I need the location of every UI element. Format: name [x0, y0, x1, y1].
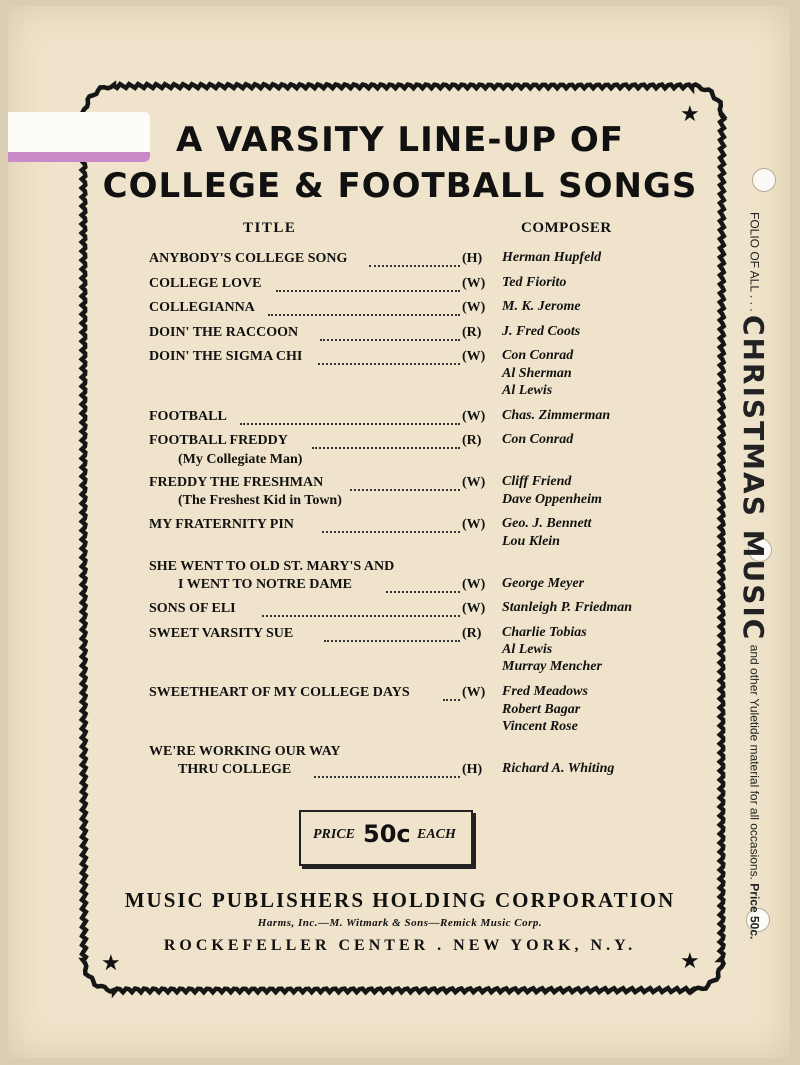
song-publisher: (W) — [462, 475, 486, 490]
dot-leader — [318, 362, 460, 365]
song-composer: Cliff Friend — [502, 474, 572, 489]
song-publisher: (R) — [462, 325, 482, 340]
song-subtitle: (The Freshest Kid in Town) — [178, 493, 342, 508]
song-title: DOIN' THE RACCOON — [149, 325, 299, 340]
dot-leader — [314, 775, 460, 778]
song-publisher: (H) — [462, 251, 483, 266]
spine-suffix: and other Yuletide material for all occasions. — [747, 644, 762, 880]
song-composer: Chas. Zimmerman — [502, 408, 611, 423]
song-title: SWEETHEART OF MY COLLEGE DAYS — [149, 685, 410, 700]
dot-leader — [268, 313, 460, 316]
publisher-name: MUSIC PUBLISHERS HOLDING CORPORATION — [124, 888, 676, 912]
song-composer: George Meyer — [502, 576, 585, 591]
song-title: FREDDY THE FRESHMAN — [149, 475, 324, 490]
song-publisher: (H) — [462, 762, 483, 777]
song-title: DOIN' THE SIGMA CHI — [149, 349, 303, 364]
spine-prefix: FOLIO OF ALL . . . — [747, 212, 762, 312]
song-composer: Ted Fiorito — [502, 275, 567, 290]
song-publisher: (R) — [462, 626, 482, 641]
publisher-address: ROCKEFELLER CENTER . NEW YORK, N.Y. — [163, 937, 637, 954]
song-composer: Al Sherman — [502, 366, 572, 381]
song-title-line-1: WE'RE WORKING OUR WAY — [149, 744, 341, 759]
song-title: COLLEGE LOVE — [149, 276, 262, 291]
dot-leader — [369, 264, 460, 267]
price-value: 50c — [363, 820, 411, 848]
dot-leader — [322, 530, 460, 533]
song-composer: M. K. Jerome — [502, 299, 581, 314]
star-icon: ★ — [680, 101, 700, 126]
song-composer: Al Lewis — [502, 642, 553, 657]
song-title: SONS OF ELI — [149, 601, 236, 616]
column-header-composer: COMPOSER — [521, 220, 612, 236]
page-title-line-1: A VARSITY LINE-UP OF — [175, 120, 625, 160]
song-publisher: (W) — [462, 601, 486, 616]
song-publisher: (W) — [462, 517, 486, 532]
song-composer: Richard A. Whiting — [502, 761, 615, 776]
song-title: COLLEGIANNA — [149, 300, 255, 315]
spine-text — [737, 212, 770, 940]
price-suffix: EACH — [417, 827, 456, 842]
song-composer: Con Conrad — [502, 348, 574, 363]
song-composer: Robert Bagar — [502, 702, 581, 717]
song-publisher: (W) — [462, 300, 486, 315]
page-title-line-2: COLLEGE & FOOTBALL SONGS — [102, 166, 698, 206]
price-box — [299, 810, 473, 866]
column-header-title: TITLE — [243, 220, 297, 236]
dot-leader — [240, 422, 460, 425]
dot-leader — [312, 446, 460, 449]
song-title: FOOTBALL — [149, 409, 227, 424]
song-composer: Geo. J. Bennett — [502, 516, 592, 531]
star-icon: ★ — [680, 948, 700, 973]
spine-price: Price 50c. — [747, 883, 762, 940]
song-title: MY FRATERNITY PIN — [149, 517, 294, 532]
song-composer: Murray Mencher — [502, 659, 602, 674]
song-publisher: (R) — [462, 433, 482, 448]
song-publisher: (W) — [462, 409, 486, 424]
song-subtitle: (My Collegiate Man) — [178, 452, 303, 467]
song-composer: Herman Hupfeld — [502, 250, 602, 265]
song-publisher: (W) — [462, 685, 486, 700]
spine-title: CHRISTMAS MUSIC — [737, 314, 770, 642]
song-composer: Vincent Rose — [502, 719, 578, 734]
dot-leader — [262, 614, 460, 617]
song-composer: Lou Klein — [502, 534, 560, 549]
dot-leader — [350, 488, 460, 491]
dot-leader — [320, 338, 460, 341]
dot-leader — [276, 289, 460, 292]
price-prefix: PRICE — [313, 827, 356, 842]
song-publisher: (W) — [462, 349, 486, 364]
song-title: I WENT TO NOTRE DAME — [178, 577, 353, 592]
song-composer: Dave Oppenheim — [502, 492, 602, 507]
song-composer: Charlie Tobias — [502, 625, 587, 640]
song-publisher: (W) — [462, 577, 486, 592]
dot-leader — [386, 590, 460, 593]
song-composer: Stanleigh P. Friedman — [502, 600, 633, 615]
song-title: FOOTBALL FREDDY — [149, 433, 288, 448]
song-composer: Con Conrad — [502, 432, 574, 447]
dot-leader — [324, 639, 460, 642]
song-title: SWEET VARSITY SUE — [149, 626, 294, 641]
song-composer: Al Lewis — [502, 383, 553, 398]
dot-leader — [443, 698, 460, 701]
song-composer: Fred Meadows — [502, 684, 588, 699]
song-title: THRU COLLEGE — [178, 762, 292, 777]
publisher-imprints: Harms, Inc.—M. Witmark & Sons—Remick Music Corp. — [257, 917, 543, 929]
song-title-line-1: SHE WENT TO OLD ST. MARY'S AND — [149, 559, 395, 574]
song-composer: J. Fred Coots — [502, 324, 581, 339]
song-publisher: (W) — [462, 276, 486, 291]
star-icon: ★ — [101, 950, 121, 975]
song-title: ANYBODY'S COLLEGE SONG — [149, 251, 348, 266]
